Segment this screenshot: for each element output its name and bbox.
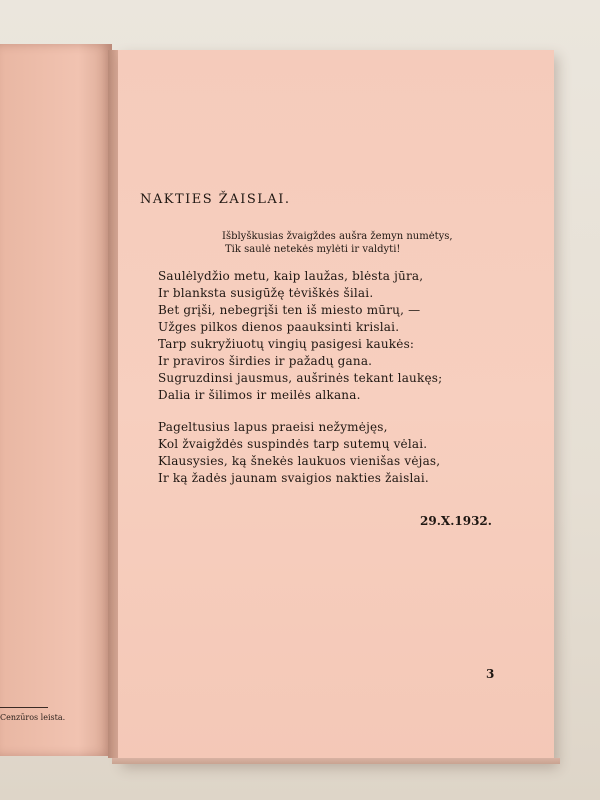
verse-line: Dalia ir šilimos ir meilės alkana. (158, 388, 361, 402)
verse-line: Tarp sukryžiuotų vingių pasigesi kaukės: (158, 337, 415, 351)
epigraph-line: Tik saulė netekės mylėti ir valdyti! (225, 244, 401, 255)
poem-title: NAKTIES ŽAISLAI. (140, 192, 291, 207)
verse-line: Pageltusius lapus praeisi nežymėjęs, (158, 420, 388, 434)
epigraph-line: Išblyškusias žvaigždes aušra žemyn numėtys, (222, 231, 453, 242)
stanza-3 (158, 419, 440, 487)
censorship-note: Cenzūros leista. (0, 713, 66, 722)
footer-rule (0, 707, 48, 708)
poem-date: 29.X.1932. (420, 514, 492, 528)
epigraph (222, 230, 453, 256)
verse-line: Kol žvaigždės suspindės tarp sutemų vėlai. (158, 437, 428, 451)
verse-line: Klausysies, ką šnekės laukuos vienišas vėjas, (158, 454, 441, 468)
verse-line: Sugruzdinsi jausmus, aušrinės tekant laukęs; (158, 371, 443, 385)
verse-line: Ir praviros širdies ir pažadų gana. (158, 354, 373, 368)
verse-line: Saulėlydžio metu, kaip laužas, blėsta jūra, (158, 269, 424, 283)
page-number: 3 (486, 667, 495, 681)
verse-line: Ir blanksta susigūžę tėviškės šilai. (158, 286, 374, 300)
right-page (118, 50, 554, 762)
page-bottom-edge (112, 758, 560, 764)
verse-line: Užges pilkos dienos paauksinti krislai. (158, 320, 400, 334)
stanza-2 (158, 336, 442, 404)
verse-line: Bet grįši, nebegrįši ten iš miesto mūrų, — (158, 303, 421, 317)
stanza-1 (158, 268, 423, 336)
left-page (0, 44, 112, 756)
verse-line: Ir ką žadės jaunam svaigios nakties žaislai. (158, 471, 429, 485)
